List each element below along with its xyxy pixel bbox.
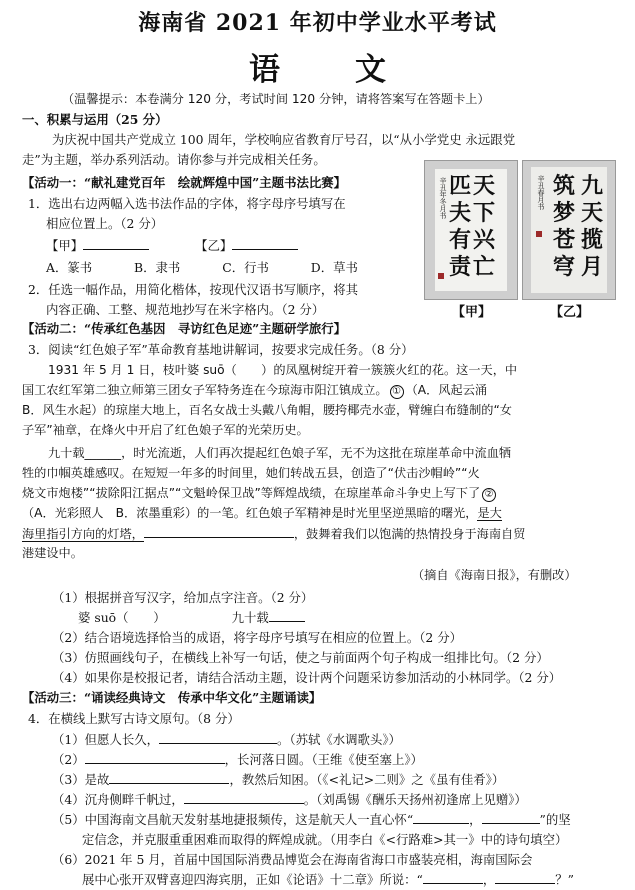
subq-4: （4）如果你是校报记者，请结合活动主题，设计两个问题采访参加活动的小林同学。（2 分） xyxy=(52,670,562,685)
poem-1 xyxy=(52,732,401,747)
subq-1-suo: 婆 suō（ ） xyxy=(78,610,166,625)
option-c: C．行书 xyxy=(222,260,269,275)
calligraphy-artwork-jia xyxy=(424,160,518,300)
yi-char-8: 穹 xyxy=(552,254,575,280)
yi-char-5: 筑 xyxy=(552,173,575,199)
poem-2-blank[interactable] xyxy=(85,752,225,764)
poem-4-source: 。（刘禹锡《酬乐天扬州初逢席上见赠》） xyxy=(303,792,527,807)
activity2-heading: 【活动二：“传承红色基因 寻访红色足迹”主题研学旅行】 xyxy=(22,321,347,336)
jia-char-6: 夫 xyxy=(448,200,471,226)
poem-4 xyxy=(52,792,527,807)
q2-line2: 内容正确、工整、规范地抄写在米字格内。（2 分） xyxy=(46,302,325,317)
section1-intro-line2: 走”为主题，举办系列活动。请你参与并完成相关任务。 xyxy=(22,152,326,167)
poem-6-text: 展中心张开双臂喜迎四海宾朋，正如《论语》十二章》所说：“ xyxy=(82,872,423,887)
jia-char-5: 匹 xyxy=(448,173,471,199)
poem-6-tail: ？” xyxy=(555,872,575,887)
option-d: D．草书 xyxy=(310,260,358,275)
jia-char-4: 亡 xyxy=(472,254,495,280)
section1-intro-line1: 为庆祝中国共产党成立 100 周年，学校响应省教育厅号召，以“从小学党史 永远跟党 xyxy=(52,132,516,147)
option-a: A．篆书 xyxy=(46,260,93,275)
poem-6-blank-a[interactable] xyxy=(423,872,483,884)
section1-heading: 一、积累与运用（25 分） xyxy=(22,112,168,127)
poem-6-line2 xyxy=(82,872,574,887)
poem-3 xyxy=(52,772,504,787)
option-b: B．隶书 xyxy=(134,260,181,275)
passage-p2-line3-text: 烧文市炮楼”“拔除阳江据点”“文魁岭保卫战”等辉煌战绩，在琼崖革命斗争史上写下了 xyxy=(22,486,481,500)
jia-char-7: 有 xyxy=(448,227,471,253)
q1-answer-row xyxy=(46,238,298,253)
yi-char-4: 月 xyxy=(580,254,603,280)
poem-3-text: （3）是故 xyxy=(52,772,110,787)
underlined-sentence-start: 是大 xyxy=(477,506,502,520)
blank-1-marker: ① xyxy=(390,385,404,399)
blank-1-options-a: （A．风起云涌 xyxy=(405,383,488,397)
passage-source: （摘自《海南日报》，有删改） xyxy=(412,568,577,582)
activity1-heading: 【活动一：“献礼建党百年 绘就辉煌中国”主题书法比赛】 xyxy=(22,175,347,190)
passage-p2-line5-text: ，鼓舞着我们以饱满的热情投身于海南自贸 xyxy=(293,527,526,541)
passage-p2-line2: 牲的巾帼英雄感叹。在短短一年多的时间里，她们转战五县，创造了“伏击沙帽岭”“火 xyxy=(22,466,480,480)
subq-1-answers xyxy=(78,610,305,625)
passage-p1-line2-text: 国工农红军第二独立师第三团女子军特务连在今琼海市阳江镇成立。 xyxy=(22,383,388,397)
passage-p2-line4 xyxy=(22,506,502,521)
passage-p2-line5 xyxy=(22,526,525,542)
calligraphy-artwork-yi xyxy=(522,160,616,300)
yi-char-1: 九 xyxy=(580,173,603,199)
zai-pinyin-blank[interactable] xyxy=(269,610,305,622)
underlined-sentence-end: 海里指引方向的灯塔， xyxy=(22,527,144,541)
jia-char-2: 下 xyxy=(472,200,495,226)
yi-inscription: 辛丑春月书 xyxy=(537,175,545,210)
jia-inscription: 辛丑年冬月书 xyxy=(439,177,447,219)
q3-intro: 3．阅读“红色娘子军”革命教育基地讲解词，按要求完成任务。（8 分） xyxy=(28,342,414,357)
passage-p1-line2 xyxy=(22,383,487,399)
yi-char-2: 天 xyxy=(580,200,603,226)
exam-notice: （温馨提示：本卷满分 120 分，考试时间 120 分钟，请将答案写在答题卡上） xyxy=(62,92,490,106)
subq-3: （3）仿照画线句子，在横线上补写一句话，使之与前面两个句子构成一组排比句。（2 分） xyxy=(52,650,549,665)
poem-6-comma: ， xyxy=(482,872,496,887)
yi-char-3: 揽 xyxy=(580,227,603,253)
jia-char-3: 兴 xyxy=(472,227,495,253)
jia-char-8: 责 xyxy=(448,254,471,280)
passage-p2-line1: 九十载______，时光流逝，人们再次提起红色娘子军，无不为这批在琼崖革命中流血牺 xyxy=(48,446,512,460)
poem-1-source: 。（苏轼《水调歌头》） xyxy=(277,732,401,747)
poem-5-blank-a[interactable] xyxy=(413,812,469,824)
poem-2-source: ，长河落日圆。（王维《使至塞上》） xyxy=(224,752,423,767)
poem-4-blank[interactable] xyxy=(184,792,304,804)
poem-6-line1: （6）2021 年 5 月，首届中国国际消费品博览会在海南省海口市盛装亮相，海南国际会 xyxy=(52,852,533,867)
yi-label: 【乙】 xyxy=(195,238,233,253)
subq-2: （2）结合语境选择恰当的成语，将字母序号填写在相应的位置上。（2 分） xyxy=(52,630,463,645)
passage-p2-line6: 港建设中。 xyxy=(22,546,83,560)
poem-5-comma: ， xyxy=(469,812,482,827)
poem-2-text: （2） xyxy=(52,752,85,767)
subq-1-zai: 九十载 xyxy=(231,610,269,625)
poem-5-text: （5）中国海南文昌航天发射基地捷报频传，这是航天人一直心怀“ xyxy=(52,812,414,827)
poem-5-tail: ”的坚 xyxy=(539,812,571,827)
activity3-heading: 【活动三：“诵读经典诗文 传承中华文化”主题诵读】 xyxy=(22,690,322,705)
subject-title: 语 文 xyxy=(249,52,408,88)
jia-seal xyxy=(438,273,444,279)
jia-label: 【甲】 xyxy=(46,238,84,253)
subq-1: （1）根据拼音写汉字，给加点字注音。（2 分） xyxy=(52,590,314,605)
passage-p2-line4-text: （A．光彩照人 B．浓墨重彩）的一笔。红色娘子军精神是时光里坚逆黑暗的曙光， xyxy=(22,506,478,520)
poem-1-text: （1）但愿人长久， xyxy=(52,732,160,747)
yi-char-7: 苍 xyxy=(552,227,575,253)
poem-1-blank[interactable] xyxy=(159,732,277,744)
q4-intro: 4．在横线上默写古诗文原句。（8 分） xyxy=(28,711,240,726)
poem-5-line1 xyxy=(52,812,571,827)
poem-6-blank-b[interactable] xyxy=(495,872,555,884)
passage-p1-line3: B．风生水起）的琼崖大地上，百名女战士头戴八角帽，腰挎椰壳水壶，臂缠白布缝制的“女 xyxy=(22,403,512,417)
yi-char-6: 梦 xyxy=(552,200,575,226)
poem-3-blank[interactable] xyxy=(109,772,229,784)
yi-seal xyxy=(536,231,542,237)
poem-4-text: （4）沉舟侧畔千帆过， xyxy=(52,792,184,807)
passage-p1-line1: 1931 年 5 月 1 日，枝叶婆 suō（ ）的凤凰树绽开着一簇簇火红的花。这一天，中 xyxy=(48,363,518,377)
jia-caption: 【甲】 xyxy=(452,305,492,320)
poem-2 xyxy=(52,752,423,767)
blank-2-marker: ② xyxy=(482,488,496,502)
passage-p1-line4: 子军”袖章，在烽火中开启了红色娘子军的光荣历史。 xyxy=(22,423,309,437)
parallel-sentence-blank[interactable] xyxy=(144,526,294,538)
jia-char-1: 天 xyxy=(472,173,495,199)
q2-line1: 2．任选一幅作品，用简化楷体，按现代汉语书写顺序，将其 xyxy=(28,282,359,297)
jia-answer-blank[interactable] xyxy=(83,238,149,250)
q1-line1: 1．选出右边两幅入选书法作品的字体，将字母序号填写在 xyxy=(28,196,346,211)
yi-caption: 【乙】 xyxy=(550,305,590,320)
exam-title: 海南省 2021 年初中学业水平考试 xyxy=(138,10,497,36)
passage-p2-line3 xyxy=(22,486,498,502)
poem-5-blank-b[interactable] xyxy=(482,812,540,824)
q1-options xyxy=(46,260,358,275)
yi-answer-blank[interactable] xyxy=(232,238,298,250)
poem-3-source: ，教然后知困。（《<礼记>二则》之《虽有佳肴》） xyxy=(229,772,505,787)
q1-line2: 相应位置上。（2 分） xyxy=(46,216,164,231)
poem-5-line2: 定信念，并克服重重困难而取得的辉煌成就。（用李白《<行路难>其一》中的诗句填空） xyxy=(82,832,568,847)
